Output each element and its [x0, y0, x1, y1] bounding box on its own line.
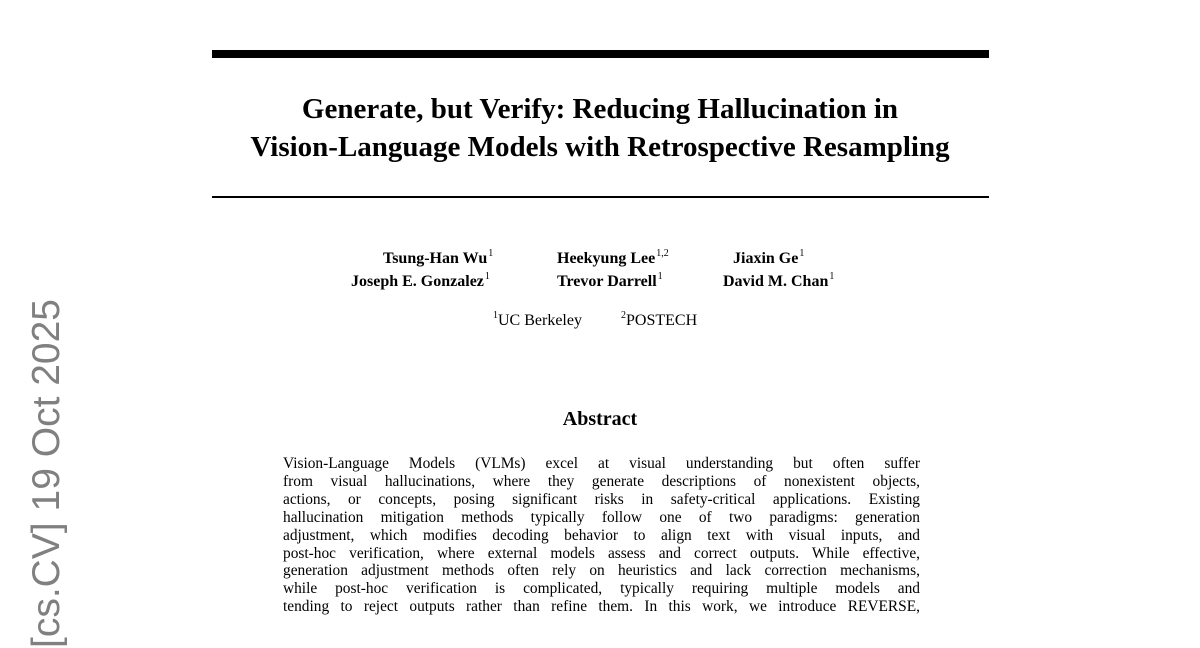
- abstract-body: [283, 455, 920, 616]
- affiliation: [492, 312, 582, 330]
- title-line-1: Generate, but Verify: Reducing Hallucination in: [301, 93, 899, 125]
- author-affiliation-mark: 1: [484, 271, 490, 282]
- arxiv-stamp: [cs.CV] 19 Oct 2025: [25, 298, 68, 648]
- abstract-line: Vision-Language Models (VLMs) excel at visual understanding but often suffer: [283, 455, 920, 472]
- affiliation-mark: 1: [493, 310, 498, 321]
- author-name: [351, 272, 490, 292]
- author-name-text: Heekyung Lee: [557, 250, 656, 267]
- abstract-line: post-hoc verification, where external models assess and correct outputs. While effective,: [283, 544, 920, 562]
- abstract-line: generation adjustment methods often rely on heuristics and lack correction mechanisms,: [283, 562, 920, 580]
- abstract-line: while post-hoc verification is complicated, typically requiring multiple models and: [283, 580, 920, 598]
- author-name-text: Trevor Darrell: [557, 273, 657, 290]
- abstract-line: from visual hallucinations, where they generate descriptions of nonexistent objects,: [283, 472, 920, 490]
- author-name-text: Tsung-Han Wu: [383, 250, 488, 267]
- affiliation-mark: 2: [621, 310, 626, 321]
- abstract-line: adjustment, which modifies decoding behavior to align text with visual inputs, and: [283, 526, 920, 544]
- author-name: [723, 272, 834, 292]
- top-rule: [212, 50, 989, 58]
- author-affiliation-mark: 1,2: [656, 248, 669, 259]
- paper-title: [180, 90, 1020, 166]
- affiliation-name: POSTECH: [626, 312, 698, 329]
- abstract-heading: Abstract: [562, 408, 638, 430]
- abstract-line: hallucination mitigation methods typically follow one of two paradigms: generation: [283, 508, 920, 526]
- affiliation: [620, 312, 697, 330]
- affiliation-name: UC Berkeley: [498, 312, 582, 329]
- author-name: [557, 272, 663, 292]
- abstract-line: tending to reject outputs rather than refine them. In this work, we introduce REVERSE,: [283, 598, 920, 616]
- author-name-text: David M. Chan: [723, 273, 829, 290]
- author-name-text: Joseph E. Gonzalez: [351, 273, 484, 290]
- abstract-line: actions, or concepts, posing significant risks in safety-critical applications. Existing: [283, 490, 920, 508]
- author-affiliation-mark: 1: [657, 271, 663, 282]
- title-rule: [212, 196, 989, 198]
- author-name: [383, 249, 493, 269]
- author-affiliation-mark: 1: [488, 248, 494, 259]
- author-affiliation-mark: 1: [799, 248, 805, 259]
- author-affiliation-mark: 1: [829, 271, 835, 282]
- title-line-2: Vision-Language Models with Retrospective Resampling: [250, 131, 950, 163]
- author-name: [733, 249, 804, 269]
- author-name: [557, 249, 669, 269]
- author-name-text: Jiaxin Ge: [733, 250, 799, 267]
